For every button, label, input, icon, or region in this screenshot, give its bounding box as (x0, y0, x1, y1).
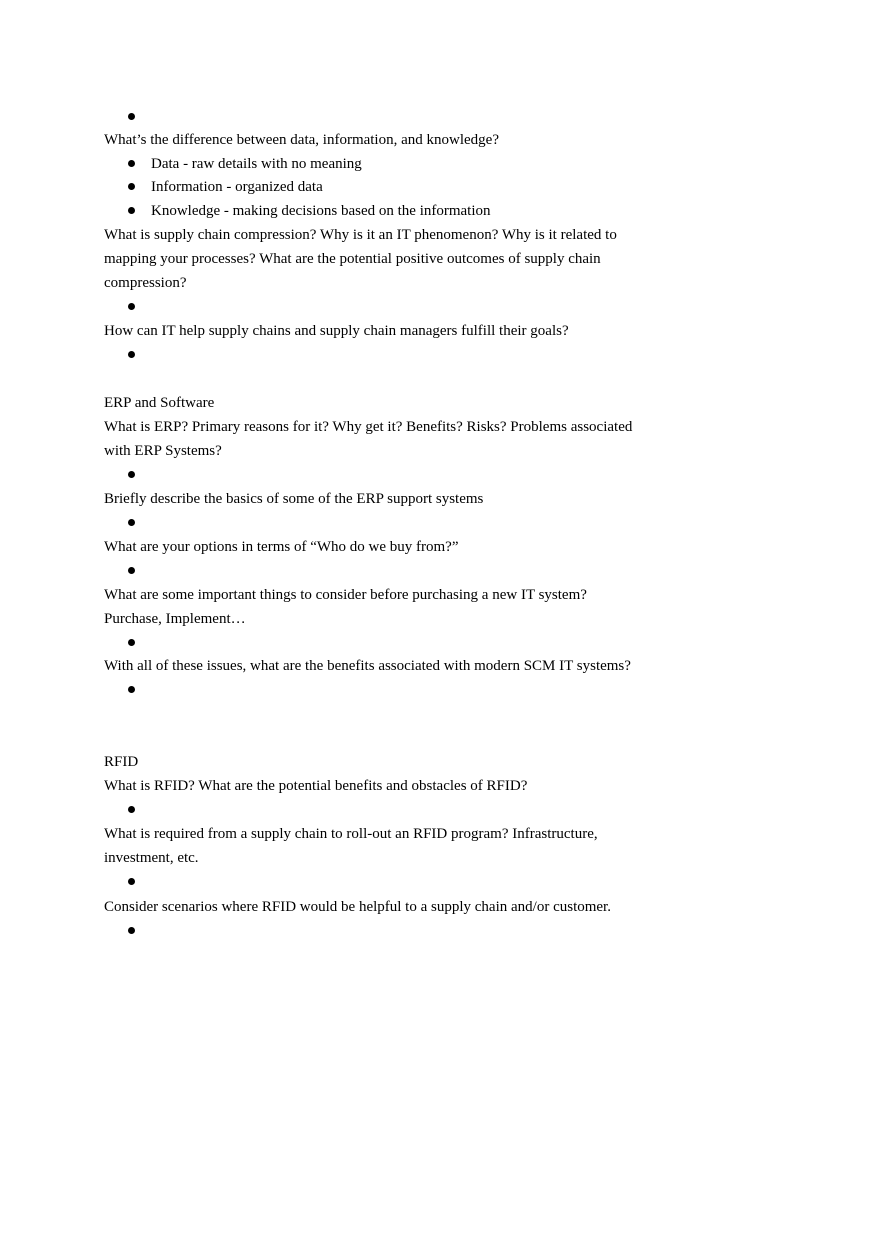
bullet-icon (128, 686, 135, 693)
question-text: What are your options in terms of “Who do we buy from?” (104, 539, 459, 555)
bullet-icon (128, 471, 135, 478)
question-text: What are some important things to consider before purchasing a new IT system? (104, 587, 587, 603)
list-item-text: Information - organized data (151, 179, 323, 195)
list-item-text: Knowledge - making decisions based on the information (151, 203, 491, 219)
question-text: How can IT help supply chains and supply chain managers fulfill their goals? (104, 323, 569, 339)
empty-bullet (128, 800, 151, 820)
bullet-icon (128, 183, 135, 190)
question-text: with ERP Systems? (104, 443, 222, 459)
question-text: Briefly describe the basics of some of the ERP support systems (104, 491, 484, 507)
question-text: compression? (104, 275, 187, 291)
question-text: What is supply chain compression? Why is it an IT phenomenon? Why is it related to (104, 227, 617, 243)
bullet-icon (128, 878, 135, 885)
bullet-icon (128, 927, 135, 934)
empty-bullet (128, 921, 151, 941)
empty-bullet (128, 297, 151, 317)
question-text: What is RFID? What are the potential benefits and obstacles of RFID? (104, 778, 528, 794)
list-item (128, 154, 362, 174)
empty-bullet (128, 872, 151, 892)
question-text: What is ERP? Primary reasons for it? Why get it? Benefits? Risks? Problems associated (104, 419, 633, 435)
bullet-icon (128, 519, 135, 526)
list-item-text: Data - raw details with no meaning (151, 156, 362, 172)
empty-bullet (128, 107, 151, 127)
question-text: What is required from a supply chain to roll-out an RFID program? Infrastructure, (104, 826, 598, 842)
bullet-icon (128, 639, 135, 646)
empty-bullet (128, 633, 151, 653)
empty-bullet (128, 465, 151, 485)
bullet-icon (128, 160, 135, 167)
section-heading: ERP and Software (104, 395, 215, 411)
bullet-icon (128, 351, 135, 358)
empty-bullet (128, 561, 151, 581)
bullet-icon (128, 806, 135, 813)
question-text: investment, etc. (104, 850, 199, 866)
question-text: Consider scenarios where RFID would be helpful to a supply chain and/or customer. (104, 899, 611, 915)
list-item (128, 201, 491, 221)
question-text: What’s the difference between data, information, and knowledge? (104, 132, 499, 148)
question-text: Purchase, Implement… (104, 611, 246, 627)
bullet-icon (128, 113, 135, 120)
empty-bullet (128, 513, 151, 533)
question-text: mapping your processes? What are the potential positive outcomes of supply chain (104, 251, 601, 267)
empty-bullet (128, 345, 151, 365)
section-heading: RFID (104, 754, 139, 770)
question-text: With all of these issues, what are the benefits associated with modern SCM IT systems? (104, 658, 631, 674)
bullet-icon (128, 567, 135, 574)
list-item (128, 177, 323, 197)
bullet-icon (128, 303, 135, 310)
empty-bullet (128, 680, 151, 700)
bullet-icon (128, 207, 135, 214)
